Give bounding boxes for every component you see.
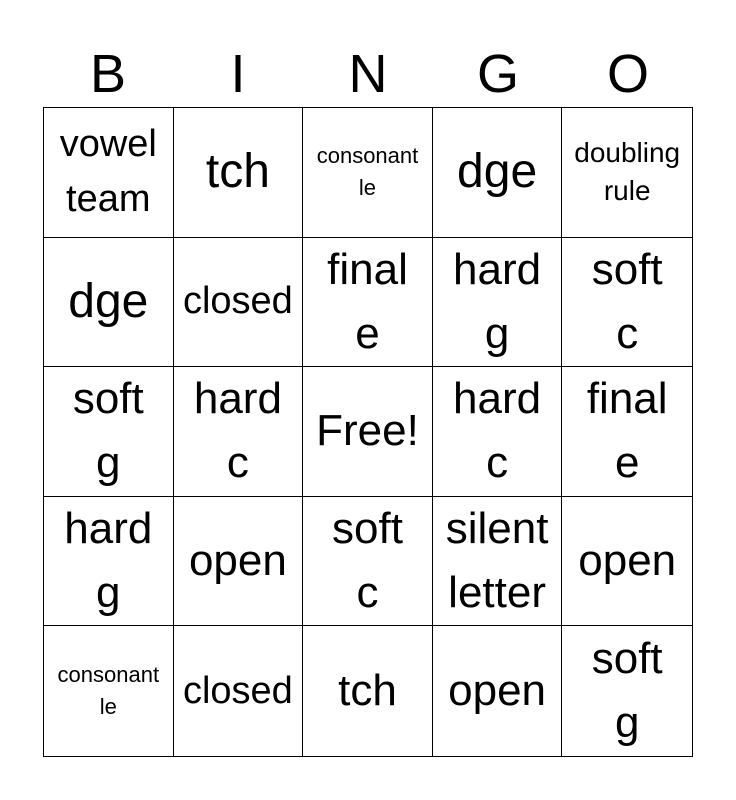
- cell-label: open: [448, 666, 547, 716]
- bingo-cell-r4-c1[interactable]: [44, 497, 174, 627]
- bingo-cell-r2-c1[interactable]: [44, 238, 174, 368]
- bingo-header: [43, 40, 693, 108]
- cell-label: soft c: [332, 504, 403, 618]
- cell-label: hard g: [453, 244, 542, 358]
- bingo-cell-r5-c4[interactable]: [433, 626, 563, 756]
- cell-label: hard g: [64, 504, 153, 618]
- bingo-cell-r2-c3[interactable]: [303, 238, 433, 368]
- bingo-card-grid: [43, 107, 693, 757]
- bingo-cell-r1-c2[interactable]: [174, 108, 304, 238]
- cell-label: open: [188, 536, 287, 586]
- cell-label: final e: [586, 374, 668, 488]
- cell-label: closed: [182, 280, 293, 323]
- bingo-cell-r1-c1[interactable]: [44, 108, 174, 238]
- cell-label: dge: [68, 274, 149, 328]
- bingo-cell-r2-c2[interactable]: [174, 238, 304, 368]
- bingo-cell-r3-c1[interactable]: [44, 367, 174, 497]
- cell-label: soft g: [72, 374, 144, 488]
- bingo-cell-r4-c4[interactable]: [433, 497, 563, 627]
- bingo-cell-r5-c1[interactable]: [44, 626, 174, 756]
- bingo-cell-r4-c5[interactable]: [562, 497, 692, 627]
- cell-label: silent letter: [445, 504, 549, 618]
- bingo-cell-r3-c4[interactable]: [433, 367, 563, 497]
- cell-label: doubling rule: [574, 137, 681, 207]
- cell-label: consonant le: [57, 662, 160, 720]
- cell-label: tch: [338, 666, 397, 716]
- cell-label: soft c: [591, 244, 663, 358]
- cell-label: hard c: [193, 374, 282, 488]
- header-letter-g: G: [476, 44, 519, 104]
- bingo-cell-r5-c5[interactable]: [562, 626, 692, 756]
- bingo-cell-free[interactable]: [303, 367, 433, 497]
- cell-label: vowel team: [59, 123, 157, 221]
- free-space-label: Free!: [316, 406, 419, 456]
- bingo-cell-r1-c3[interactable]: [303, 108, 433, 238]
- header-letter-o: O: [606, 44, 649, 104]
- bingo-cell-r4-c3[interactable]: [303, 497, 433, 627]
- cell-label: tch: [205, 145, 270, 199]
- header-letter-i: I: [230, 44, 246, 104]
- cell-label: dge: [457, 145, 538, 199]
- header-letter-n: N: [348, 44, 388, 104]
- bingo-cell-r3-c5[interactable]: [562, 367, 692, 497]
- header-letter-b: B: [89, 44, 127, 104]
- cell-label: hard c: [453, 374, 542, 488]
- cell-label: final e: [327, 244, 408, 358]
- bingo-cell-r2-c5[interactable]: [562, 238, 692, 368]
- bingo-cell-r5-c2[interactable]: [174, 626, 304, 756]
- bingo-cell-r5-c3[interactable]: [303, 626, 433, 756]
- bingo-cell-r2-c4[interactable]: [433, 238, 563, 368]
- cell-label: open: [578, 536, 677, 586]
- bingo-cell-r4-c2[interactable]: [174, 497, 304, 627]
- cell-label: soft g: [591, 634, 663, 748]
- cell-label: closed: [182, 669, 293, 712]
- cell-label: consonant le: [316, 143, 419, 201]
- bingo-cell-r1-c4[interactable]: [433, 108, 563, 238]
- bingo-cell-r1-c5[interactable]: [562, 108, 692, 238]
- bingo-cell-r3-c2[interactable]: [174, 367, 304, 497]
